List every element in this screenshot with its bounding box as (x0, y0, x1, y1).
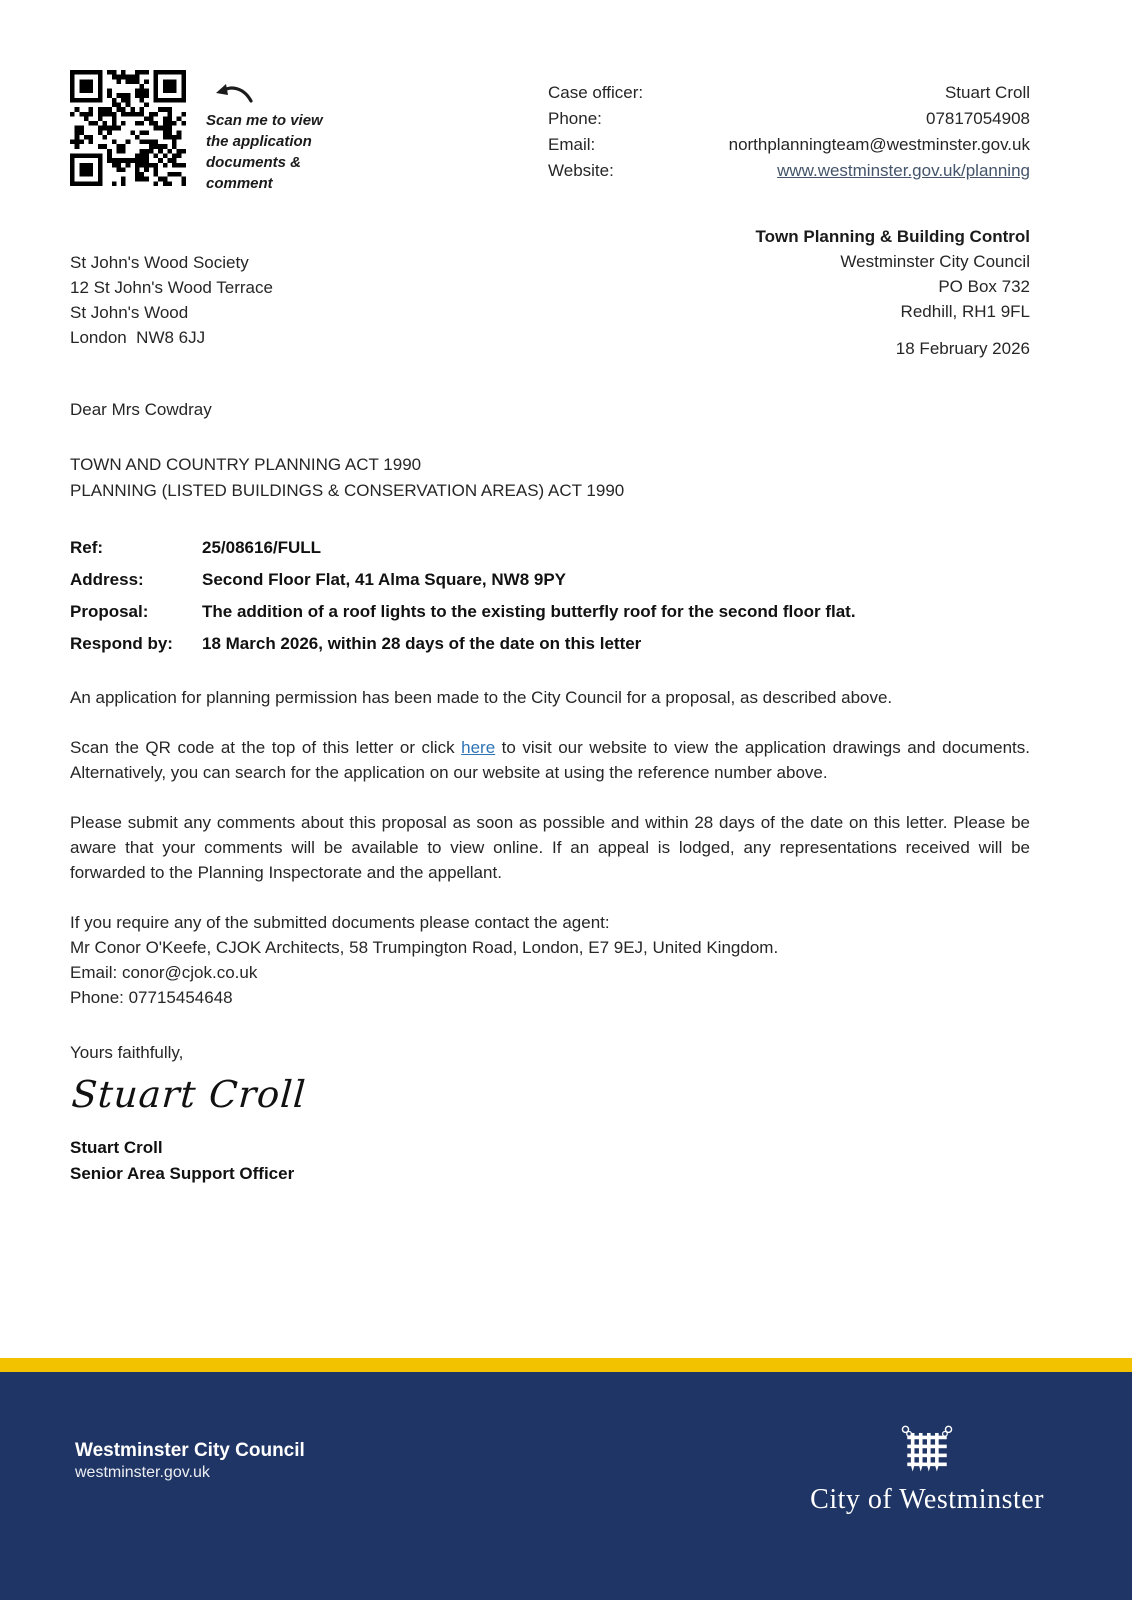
footer-website: westminster.gov.uk (75, 1464, 210, 1481)
p2-text-before: Scan the QR code at the top of this letter or click (70, 738, 462, 757)
footer (0, 1358, 1132, 1600)
closing: Yours faithfully, (70, 1043, 184, 1062)
salutation: Dear Mrs Cowdray (70, 400, 212, 419)
proposal-row (70, 596, 1030, 628)
email-value: northplanningteam@westminster.gov.uk (728, 135, 1030, 154)
letter-header (70, 70, 1030, 194)
address-row-item (70, 564, 1030, 596)
phone-label: Phone: (548, 109, 602, 128)
letter-date: 18 February 2026 (895, 339, 1030, 358)
respond-by-label: Respond by: (70, 634, 173, 653)
website-label: Website: (548, 161, 614, 180)
signature: Stuart Croll (70, 1073, 308, 1116)
proposal-label: Proposal: (70, 602, 149, 621)
proposal-value: The addition of a roof lights to the existing butterfly roof for the second floor flat. (202, 602, 856, 621)
acts-block (70, 452, 1030, 504)
qr-caption-block (206, 70, 336, 194)
recipient-line-2: 12 St John's Wood Terrace (70, 278, 273, 297)
address-row (70, 224, 1030, 361)
phone-value: 07817054908 (925, 109, 1030, 128)
reference-table (70, 532, 1030, 660)
agent-phone: Phone: 07715454648 (70, 988, 233, 1007)
recipient-address (70, 250, 273, 361)
contact-row-case-officer (548, 80, 1030, 106)
website-link[interactable]: www.westminster.gov.uk/planning (777, 161, 1030, 180)
department-address (756, 224, 1030, 361)
agent-email: Email: conor@cjok.co.uk (70, 963, 258, 982)
case-officer-label: Case officer: (548, 83, 644, 102)
agent-intro: If you require any of the submitted documents please contact the agent: (70, 913, 610, 932)
here-link[interactable]: here (461, 738, 496, 757)
ref-value: 25/08616/FULL (202, 538, 322, 557)
department-title: Town Planning & Building Control (755, 227, 1030, 246)
contact-row-website (548, 158, 1030, 184)
recipient-line-1: St John's Wood Society (70, 253, 249, 272)
ref-label: Ref: (70, 538, 104, 557)
paragraph-qr-instructions (70, 735, 1030, 785)
footer-brand-text: City of Westminster (810, 1484, 1044, 1515)
address-label: Address: (70, 570, 144, 589)
ref-row (70, 532, 1030, 564)
email-label: Email: (548, 135, 596, 154)
address-value: Second Floor Flat, 41 Alma Square, NW8 9PY (202, 570, 567, 589)
paragraph-comments: Please submit any comments about this proposal as soon as possible and within 28 days of the date on this letter. Please be aware that your comments will be available to view online. If an appeal is lodged, any representations received will be forwarded to the Planning Inspectorate and the appellant. (70, 813, 1030, 882)
act-line-2: PLANNING (LISTED BUILDINGS & CONSERVATION AREAS) ACT 1990 (70, 481, 625, 500)
department-line-2: PO Box 732 (938, 277, 1030, 296)
agent-block (70, 910, 1030, 1010)
qr-group (70, 70, 336, 194)
act-line-1: TOWN AND COUNTRY PLANNING ACT 1990 (70, 455, 422, 474)
respond-by-row (70, 628, 1030, 660)
contact-row-phone (548, 106, 1030, 132)
agent-details: Mr Conor O'Keefe, CJOK Architects, 58 Trumpington Road, London, E7 9EJ, United Kingdom. (70, 938, 779, 957)
case-officer-value: Stuart Croll (944, 83, 1030, 102)
footer-band (0, 1372, 1132, 1600)
curved-arrow-icon (214, 82, 254, 104)
p2-text-after: to visit our website to view the application drawings and documents. Alternatively, you can search for the application on our website at using the reference number above. (70, 738, 1031, 782)
qr-code (70, 70, 186, 186)
department-line-1: Westminster City Council (840, 252, 1030, 271)
signer-name: Stuart Croll (70, 1138, 163, 1157)
paragraph-application: An application for planning permission has been made to the City Council for a proposal, as described above. (70, 688, 893, 707)
qr-caption: Scan me to view the application documents & comment (206, 112, 323, 192)
portcullis-crest-icon (898, 1424, 956, 1476)
signer-title: Senior Area Support Officer (70, 1164, 295, 1183)
contact-block (548, 70, 1030, 184)
signer-block (70, 1135, 1030, 1187)
respond-by-value: 18 March 2026, within 28 days of the date on this letter (202, 634, 642, 653)
recipient-line-4: London NW8 6JJ (70, 328, 206, 347)
footer-brand-block (810, 1424, 1044, 1516)
footer-left (75, 1438, 305, 1482)
footer-yellow-stripe (0, 1358, 1132, 1372)
footer-council-name: Westminster City Council (75, 1440, 305, 1461)
recipient-line-3: St John's Wood (70, 303, 189, 322)
contact-row-email (548, 132, 1030, 158)
department-line-3: Redhill, RH1 9FL (900, 302, 1030, 321)
